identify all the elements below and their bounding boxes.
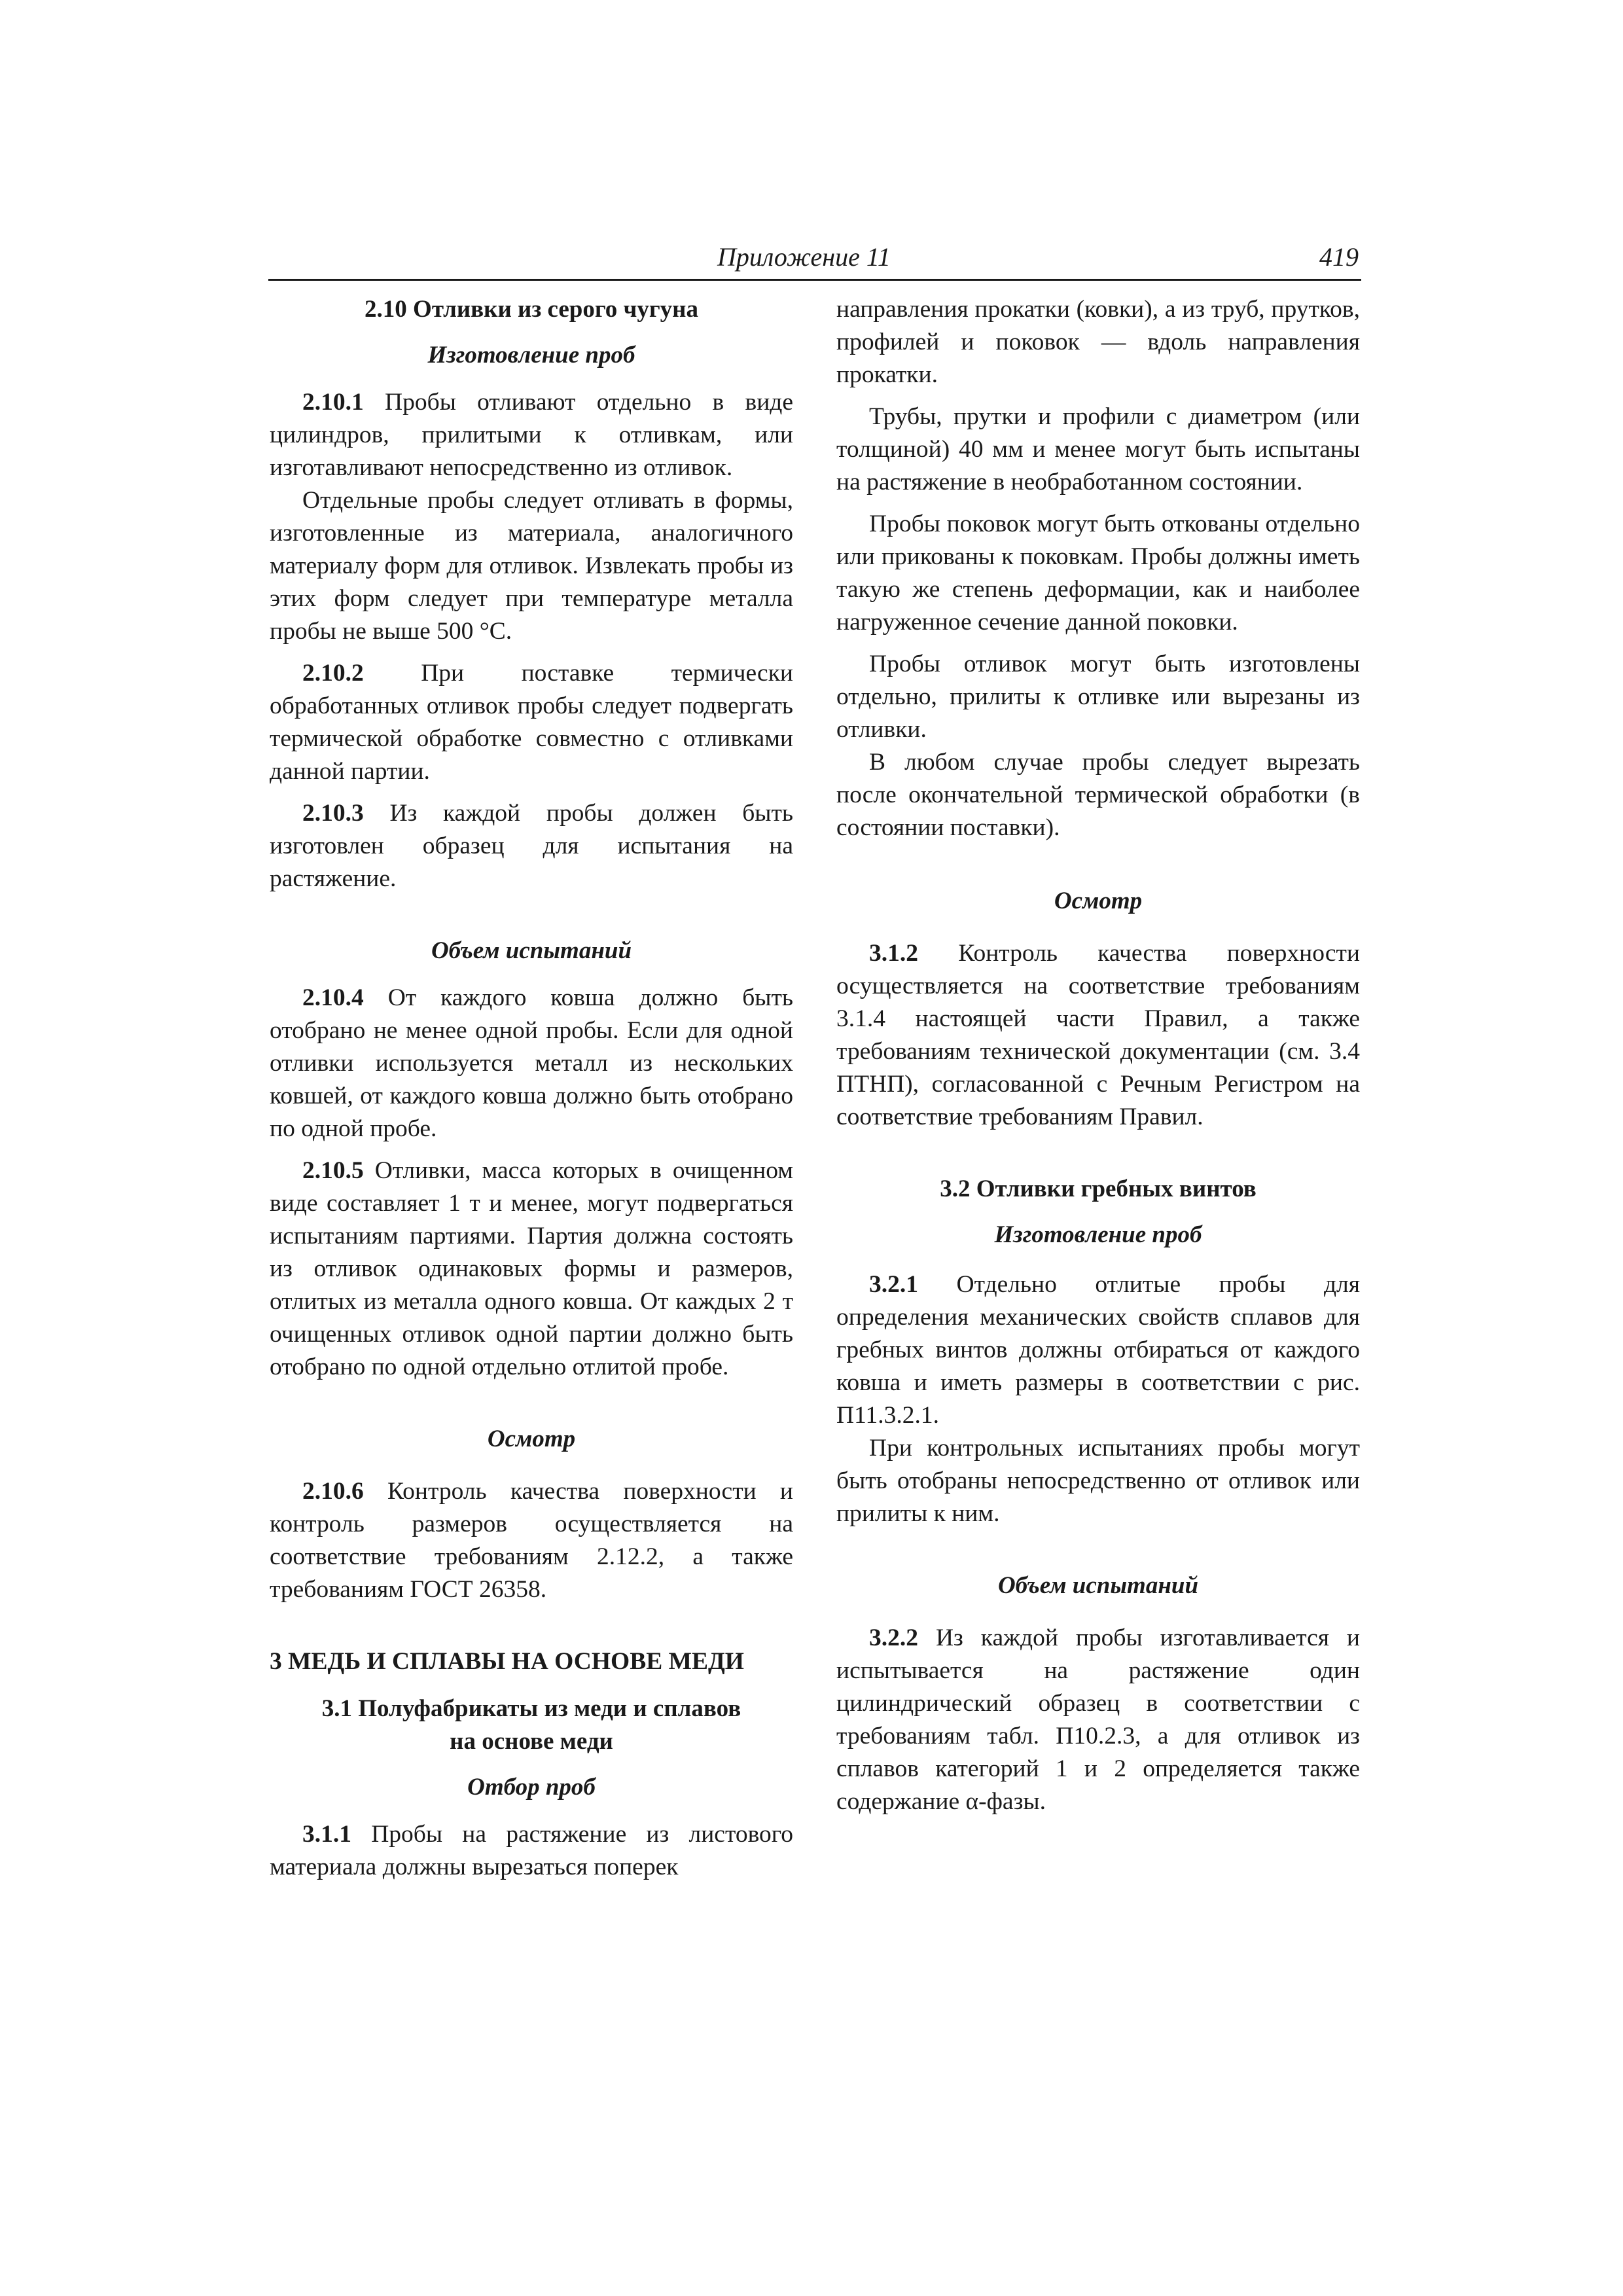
- paragraph-3-2-2: [836, 1622, 1360, 1818]
- paragraph-3-1-2: [836, 937, 1360, 1134]
- left-column: [270, 293, 793, 1884]
- clause-text: Из каждой пробы изготавливается и испытывается на растяжение один цилиндрический образец в соответствии с требованиям табл. П10.2.3, а для отливок из сплавов категорий 1 и 2 определяется также содержание α-фазы.: [836, 1624, 1360, 1815]
- right-column: [836, 293, 1360, 1818]
- clause-number: 3.2.2: [869, 1624, 918, 1651]
- paragraph-3-2-1: [836, 1268, 1360, 1432]
- paragraph-kontrolnye: При контрольных испытаниях пробы могут быть отобраны непосредственно от отливок или прилиты к ним.: [836, 1435, 1360, 1527]
- clause-text: От каждого ковша должно быть отобрано не менее одной пробы. Если для одной отливки используется металл из нескольких ковшей, от каждого ковша должно быть отобрано по одной пробе.: [270, 984, 793, 1142]
- paragraph-otlivki: Пробы отливок могут быть изготовлены отдельно, прилиты к отливке или вырезаны из отливки.: [836, 651, 1360, 743]
- subheading-otbor-prob: Отбор проб: [467, 1774, 596, 1801]
- subheading-obem-ispytaniy: Объем испытаний: [997, 1572, 1199, 1599]
- chapter-heading-3: 3 МЕДЬ И СПЛАВЫ НА ОСНОВЕ МЕДИ: [270, 1648, 744, 1675]
- page-number: 419: [1319, 242, 1359, 272]
- paragraph-truby: Трубы, прутки и профили с диаметром (или толщиной) 40 мм и менее могут быть испытаны на растяжение в необработанном состоянии.: [836, 403, 1360, 495]
- clause-number: 2.10.4: [302, 984, 364, 1011]
- subheading-osmotr: Осмотр: [487, 1426, 576, 1452]
- running-header: [268, 241, 1361, 281]
- subheading-obem-ispytaniy: Объем испытаний: [431, 937, 632, 964]
- clause-number: 2.10.5: [302, 1157, 364, 1184]
- clause-text: Из каждой пробы должен быть изготовлен образец для испытания на растяжение.: [270, 800, 793, 892]
- clause-text: Контроль качества поверхности осуществляется на соответствие требованиям 3.1.4 настоящей части Правил, а также требованиям технической документации (см. 3.4 ПТНП), согласованной с Речным Регистром на соответствие требованиям Правил.: [836, 940, 1360, 1130]
- section-heading-3-1-line1: 3.1 Полуфабрикаты из меди и сплавов: [321, 1695, 741, 1722]
- paragraph-2-10-2: [270, 657, 793, 788]
- clause-text: Пробы отливают отдельно в виде цилиндров, прилитыми к отливкам, или изготавливают непосредственно из отливок.: [270, 389, 793, 481]
- subheading-izgotovlenie: Изготовление проб: [994, 1221, 1202, 1248]
- clause-text: Отливки, масса которых в очищенном виде составляет 1 т и менее, могут подвергаться испытаниям партиями. Партия должна состоять из отливок одинаковых формы и размеров, отлитых из металла одного ковша. От каждых 2 т очищенных отливок одной партии должно быть отобрано по одной отдельно отлитой пробе.: [270, 1157, 793, 1380]
- paragraph-2-10-6: [270, 1475, 793, 1606]
- running-title: Приложение 11: [717, 242, 891, 272]
- subheading-izgotovlenie: Изготовление проб: [427, 342, 635, 368]
- section-heading-3-1-line2: на основе меди: [450, 1728, 613, 1755]
- clause-text: Пробы на растяжение из листового материала должны вырезаться поперек: [270, 1821, 793, 1880]
- section-heading-3-2: 3.2 Отливки гребных винтов: [940, 1175, 1257, 1202]
- paragraph-lyubom-sluchae: В любом случае пробы следует вырезать после окончательной термической обработки (в состоянии поставки).: [836, 749, 1360, 841]
- clause-text: При поставке термически обработанных отливок пробы следует подвергать термической обработке совместно с отливками данной партии.: [270, 660, 793, 785]
- clause-number: 3.1.1: [302, 1821, 351, 1848]
- clause-text: Контроль качества поверхности и контроль размеров осуществляется на соответствие требованиям 2.12.2, а также требованиям ГОСТ 26358.: [270, 1478, 793, 1603]
- paragraph-pokovki: Пробы поковок могут быть откованы отдельно или прикованы к поковкам. Пробы должны иметь такую же степень деформации, как и наиболее нагруженное сечение данной поковки.: [836, 511, 1360, 636]
- paragraph-2-10-4: [270, 982, 793, 1145]
- clause-text: Отдельно отлитые пробы для определения механических свойств сплавов для гребных винтов должны отбираться от каждого ковша и иметь размеры в соответствии с рис. П11.3.2.1.: [836, 1271, 1360, 1429]
- subheading-osmotr: Осмотр: [1054, 888, 1143, 914]
- clause-number: 2.10.3: [302, 800, 364, 827]
- section-heading-2-10: 2.10 Отливки из серого чугуна: [365, 296, 698, 323]
- clause-number: 2.10.6: [302, 1478, 364, 1505]
- clause-number: 3.1.2: [869, 940, 918, 967]
- paragraph-continuation: направления прокатки (ковки), а из труб, прутков, профилей и поковок — вдоль направления прокатки.: [836, 296, 1360, 388]
- paragraph-otdelnye-proby: Отдельные пробы следует отливать в формы, изготовленные из материала, аналогичного материалу форм для отливок. Извлекать пробы из этих форм следует при температуре металла пробы не выше 500 °С.: [270, 487, 793, 645]
- paragraph-2-10-1: [270, 386, 793, 484]
- paragraph-2-10-3: [270, 797, 793, 895]
- paragraph-3-1-1: [270, 1818, 793, 1884]
- clause-number: 2.10.2: [302, 660, 364, 687]
- paragraph-2-10-5: [270, 1155, 793, 1384]
- clause-number: 3.2.1: [869, 1271, 918, 1298]
- clause-number: 2.10.1: [302, 389, 364, 416]
